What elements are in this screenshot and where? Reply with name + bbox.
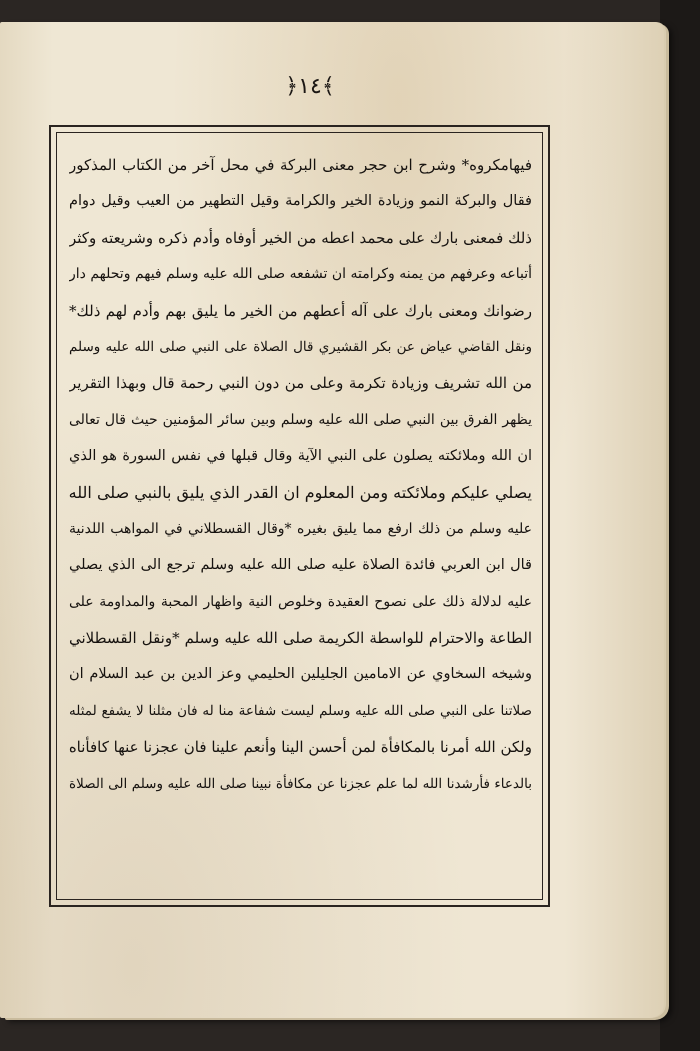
text-line: ولكن الله أمرنا بالمكافأة لمن أحسن الينا وأنعم علينا فان عجزنا عنها كافأناه: [69, 738, 532, 757]
text-line: فيهامكروه* وشرح ابن حجر معنى البركة في محل آخر من الكتاب المذكور: [69, 156, 532, 174]
text-line: يصلي عليكم وملائكته ومن المعلوم ان القدر الذي يليق بالنبي صلى الله: [69, 482, 532, 502]
text-line: قال ابن العربي فائدة الصلاة عليه صلى الله عليه وسلم ترجع الى الذي يصلي: [69, 557, 532, 574]
text-line: أتباعه وعرفهم من يمنه وكرامته ان تشفعه صلى الله عليه وسلم فيهم وتحلهم دار: [69, 266, 532, 283]
text-line: عليه وسلم من ذلك ارفع مما يليق بغيره *وقال القسطلاني في المواهب اللدنية: [69, 520, 532, 537]
text-line: الطاعة والاحترام للواسطة الكريمة صلى الله عليه وسلم *ونقل القسطلاني: [69, 629, 532, 648]
text-line: بالدعاء فأرشدنا الله لما علم عجزنا عن مكافأة نبينا صلى الله عليه وسلم الى الصلاة: [69, 775, 532, 792]
text-line: ونقل القاضي عياض عن بكر القشيري قال الصلاة على النبي صلى الله عليه وسلم: [69, 338, 532, 355]
page-number: ﴿١٤﴾: [285, 74, 335, 99]
text-line: صلاتنا على النبي صلى الله عليه وسلم ليست شفاعة منا له فان مثلنا لا يشفع لمثله: [69, 702, 532, 719]
text-frame: [49, 125, 550, 907]
text-line: ان الله وملائكته يصلون على النبي الآية وقال قبلها في نفس السورة هو الذي: [69, 448, 532, 465]
background-edge: [660, 0, 700, 1051]
text-line: ذلك فمعنى بارك على محمد اعطه من الخير أوفاه وأدم ذكره وشريعته وكثر: [69, 228, 532, 247]
text-line: من الله تشريف وزيادة تكرمة وعلى من دون النبي رحمة قال وبهذا التقرير: [69, 374, 532, 393]
text-frame-inner-border: [56, 132, 543, 900]
text-line: عليه لدلالة ذلك على نصوح العقيدة وخلوص النية واظهار المحبة والمداومة على: [69, 593, 532, 610]
text-line: وشيخه السخاوي عن الامامين الجليلين الحليمي وعز الدين بن عبد السلام ان: [69, 666, 532, 683]
text-line: رضوانك ومعنى بارك على آله أعطهم من الخير ما يليق بهم وأدم لهم ذلك*: [69, 301, 532, 320]
text-line: يظهر الفرق بين النبي صلى الله عليه وسلم وبين سائر المؤمنين حيث قال تعالى: [69, 411, 532, 428]
text-block: [69, 147, 532, 889]
book-page: [0, 22, 664, 1018]
text-line: فقال والبركة النمو وزيادة الخير والكرامة وقيل التطهير من العيب وقيل دوام: [69, 193, 532, 210]
